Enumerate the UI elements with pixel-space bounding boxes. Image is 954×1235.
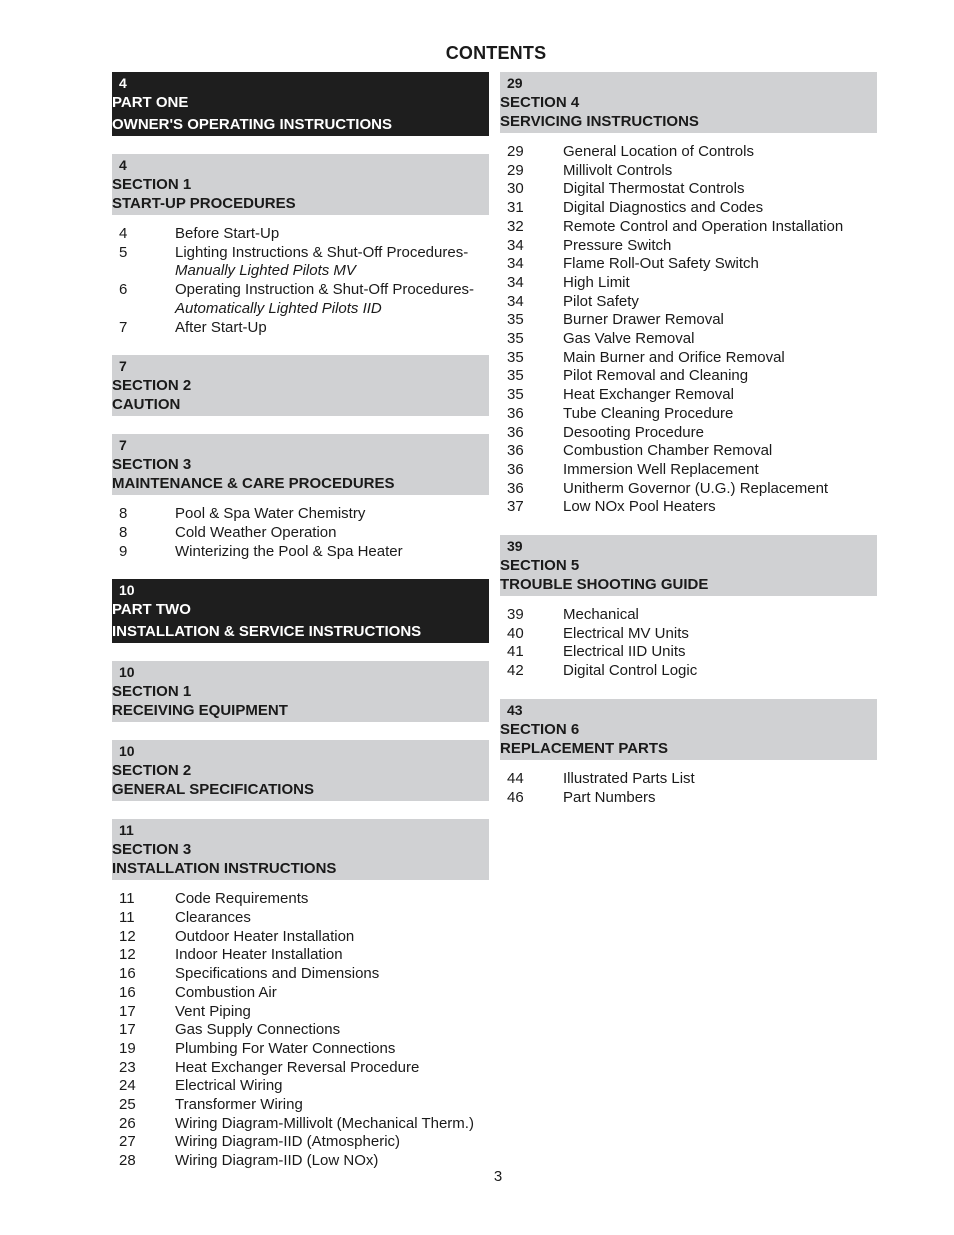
toc-entry[interactable]	[112, 909, 489, 928]
toc-item-list	[112, 505, 489, 561]
toc-entry[interactable]	[112, 984, 489, 1003]
toc-entry-title: Part Numbers	[563, 788, 656, 806]
toc-entry[interactable]	[500, 606, 877, 625]
header-lines	[112, 175, 489, 213]
toc-entry-page: 35	[507, 386, 524, 404]
toc-entry[interactable]	[500, 789, 877, 808]
toc-entry-page: 34	[507, 255, 524, 273]
toc-entry-title: After Start-Up	[175, 318, 267, 336]
toc-entry[interactable]	[112, 1021, 489, 1040]
header-lines	[500, 93, 877, 131]
section-header[interactable]	[112, 819, 489, 880]
toc-entry-title: Code Requirements	[175, 890, 309, 908]
toc-entry[interactable]	[500, 218, 877, 237]
toc-entry-title: Heat Exchanger Reversal Procedure	[175, 1058, 420, 1076]
toc-entry-page: 28	[119, 1152, 136, 1170]
toc-entry[interactable]	[500, 643, 877, 662]
toc-entry[interactable]	[500, 349, 877, 368]
page-number: 3	[493, 1168, 503, 1185]
toc-entry-page: 36	[507, 442, 524, 460]
toc-entry[interactable]	[500, 237, 877, 256]
toc-entry-page: 6	[119, 281, 128, 299]
toc-entry-page: 35	[507, 330, 524, 348]
toc-entry-page: 42	[507, 662, 524, 680]
toc-entry[interactable]	[112, 524, 489, 543]
toc-entry-title: Wiring Diagram-IID (Low NOx)	[175, 1152, 379, 1170]
toc-entry[interactable]	[500, 442, 877, 461]
toc-entry[interactable]	[500, 461, 877, 480]
toc-entry-title: Pool & Spa Water Chemistry	[175, 505, 366, 523]
header-label: SECTION 5	[500, 557, 580, 575]
toc-entry-page: 12	[119, 946, 136, 964]
page-title: CONTENTS	[445, 43, 547, 63]
header-label: SECTION 4	[500, 94, 580, 111]
toc-entry[interactable]	[112, 1133, 489, 1152]
toc-entry[interactable]	[500, 255, 877, 274]
toc-entry-page: 34	[507, 292, 524, 310]
toc-entry-title: Immersion Well Replacement	[563, 460, 759, 478]
toc-entry[interactable]	[112, 543, 489, 562]
toc-entry-title: Main Burner and Orifice Removal	[563, 348, 785, 366]
header-label: PART TWO	[112, 601, 191, 619]
toc-entry-title: Tube Cleaning Procedure	[563, 404, 734, 422]
header-lines	[112, 761, 489, 799]
toc-entry-title: Pressure Switch	[563, 236, 672, 254]
header-title: TROUBLE SHOOTING GUIDE	[500, 576, 709, 594]
toc-entry-title: Transformer Wiring	[175, 1096, 303, 1114]
toc-entry-page: 12	[119, 927, 136, 945]
header-label: SECTION 3	[112, 841, 192, 859]
toc-entry-title: Desooting Procedure	[563, 423, 704, 441]
toc-entry[interactable]	[500, 311, 877, 330]
toc-entry-title: High Limit	[563, 273, 630, 291]
toc-entry-title: Winterizing the Pool & Spa Heater	[175, 542, 403, 560]
section-header[interactable]	[112, 740, 489, 801]
toc-entry-title: Pilot Safety	[563, 292, 639, 310]
toc-entry[interactable]	[112, 244, 489, 281]
header-label: SECTION 1	[112, 683, 192, 701]
header-page-number: 10	[119, 664, 135, 681]
header-title: CAUTION	[112, 396, 181, 414]
header-page-number: 39	[507, 538, 523, 555]
toc-entry[interactable]	[112, 1115, 489, 1134]
section-header[interactable]	[500, 72, 877, 133]
toc-entry[interactable]	[112, 946, 489, 965]
toc-entry-page: 11	[119, 890, 135, 908]
toc-entry-page: 32	[507, 217, 524, 235]
header-title: RECEIVING EQUIPMENT	[112, 702, 288, 720]
toc-entry[interactable]	[500, 199, 877, 218]
toc-entry[interactable]	[500, 424, 877, 443]
header-lines	[500, 720, 877, 758]
section-header[interactable]	[112, 154, 489, 215]
toc-entry-page: 35	[507, 367, 524, 385]
toc-entry-page: 26	[119, 1114, 136, 1132]
toc-entry-subtitle: Automatically Lighted Pilots IID	[175, 299, 382, 317]
toc-entry-page: 5	[119, 243, 128, 261]
toc-right-column	[500, 72, 877, 825]
toc-entry-title: Millivolt Controls	[563, 161, 673, 179]
toc-entry-page: 40	[507, 624, 524, 642]
header-lines	[500, 556, 877, 594]
toc-entry-title: Digital Diagnostics and Codes	[563, 199, 764, 217]
header-title: MAINTENANCE & CARE PROCEDURES	[112, 475, 395, 493]
toc-entry-title: Lighting Instructions & Shut-Off Procedures-	[175, 243, 469, 261]
toc-entry-page: 8	[119, 505, 128, 523]
toc-entry-page: 35	[507, 348, 524, 366]
toc-entry-title: Burner Drawer Removal	[563, 311, 724, 329]
header-lines	[112, 682, 489, 720]
toc-entry[interactable]	[500, 143, 877, 162]
toc-entry-title: Heat Exchanger Removal	[563, 386, 734, 404]
toc-entry-title: Electrical MV Units	[563, 624, 689, 642]
toc-entry-page: 7	[119, 318, 128, 336]
header-label: SECTION 3	[112, 456, 192, 474]
section-header[interactable]	[112, 434, 489, 495]
header-title: START-UP PROCEDURES	[112, 195, 296, 212]
header-title: SERVICING INSTRUCTIONS	[500, 113, 699, 130]
header-page-number: 29	[507, 75, 523, 91]
toc-entry-page: 41	[507, 643, 524, 661]
section-header[interactable]	[112, 661, 489, 722]
toc-entry-title: Cold Weather Operation	[175, 523, 337, 541]
header-page-number: 4	[119, 157, 127, 173]
toc-entry[interactable]	[500, 274, 877, 293]
toc-entry[interactable]	[112, 319, 489, 338]
toc-entry-page: 27	[119, 1133, 136, 1151]
toc-entry[interactable]	[500, 662, 877, 681]
part-header[interactable]	[112, 579, 489, 643]
toc-entry-page: 36	[507, 404, 524, 422]
toc-entry-title: Outdoor Heater Installation	[175, 927, 355, 945]
section-header[interactable]	[112, 355, 489, 416]
header-label: SECTION 6	[500, 720, 580, 738]
toc-entry[interactable]	[112, 1003, 489, 1022]
header-label: SECTION 1	[112, 176, 192, 193]
header-label: PART ONE	[112, 94, 189, 111]
toc-entry[interactable]	[500, 770, 877, 789]
toc-entry-page: 9	[119, 542, 128, 560]
toc-entry[interactable]	[500, 367, 877, 386]
header-title: INSTALLATION & SERVICE INSTRUCTIONS	[112, 623, 422, 641]
toc-entry[interactable]	[112, 1040, 489, 1059]
toc-entry[interactable]	[500, 293, 877, 312]
header-title: INSTALLATION INSTRUCTIONS	[112, 860, 337, 878]
toc-entry-title: Flame Roll-Out Safety Switch	[563, 255, 759, 273]
toc-item-list	[500, 770, 877, 807]
header-title: OWNER'S OPERATING INSTRUCTIONS	[112, 116, 392, 133]
toc-entry[interactable]	[112, 928, 489, 947]
header-page-number: 4	[119, 75, 127, 91]
toc-entry-title: Pilot Removal and Cleaning	[563, 367, 749, 385]
header-lines	[112, 376, 489, 414]
toc-entry[interactable]	[112, 1096, 489, 1115]
toc-entry[interactable]	[500, 625, 877, 644]
toc-item-list	[500, 606, 877, 681]
toc-entry[interactable]	[500, 386, 877, 405]
toc-entry[interactable]	[500, 498, 877, 517]
toc-entry-page: 16	[119, 965, 136, 983]
toc-entry-title: Wiring Diagram-IID (Atmospheric)	[175, 1133, 401, 1151]
toc-entry-title: Gas Valve Removal	[563, 330, 695, 348]
header-page-number: 43	[507, 701, 523, 718]
toc-entry-page: 36	[507, 423, 524, 441]
toc-item-list	[112, 890, 489, 1171]
header-label: SECTION 2	[112, 377, 192, 395]
toc-entry-page: 17	[119, 1002, 136, 1020]
toc-entry-page: 25	[119, 1096, 136, 1114]
toc-entry-page: 29	[507, 161, 524, 179]
toc-entry-page: 31	[507, 199, 524, 217]
toc-entry-title: Electrical IID Units	[563, 643, 686, 661]
toc-entry-page: 17	[119, 1021, 136, 1039]
header-title: GENERAL SPECIFICATIONS	[112, 781, 314, 799]
toc-entry-page: 29	[507, 143, 524, 160]
toc-entry-title: Digital Control Logic	[563, 662, 698, 680]
toc-entry-page: 30	[507, 180, 524, 198]
toc-item-list	[112, 225, 489, 337]
toc-entry[interactable]	[500, 480, 877, 499]
toc-entry-title: Remote Control and Operation Installation	[563, 217, 844, 235]
section-header[interactable]	[500, 699, 877, 760]
header-page-number: 7	[119, 358, 127, 375]
toc-left-column	[112, 72, 489, 1189]
toc-entry-page: 11	[119, 909, 135, 927]
toc-entry-page: 36	[507, 479, 524, 497]
toc-entry-title: Electrical Wiring	[175, 1077, 283, 1095]
toc-entry-title: General Location of Controls	[563, 143, 754, 160]
toc-entry-title: Low NOx Pool Heaters	[563, 498, 716, 516]
toc-entry[interactable]	[112, 505, 489, 524]
section-header[interactable]	[500, 535, 877, 596]
header-lines	[112, 600, 489, 641]
toc-entry[interactable]	[500, 180, 877, 199]
toc-entry-title: Mechanical	[563, 606, 639, 624]
toc-entry[interactable]	[500, 405, 877, 424]
toc-entry-page: 36	[507, 460, 524, 478]
toc-entry[interactable]	[500, 162, 877, 181]
header-page-number: 11	[119, 822, 134, 839]
header-label: SECTION 2	[112, 762, 192, 780]
toc-entry-page: 37	[507, 498, 524, 516]
header-page-number: 10	[119, 743, 135, 760]
header-lines	[112, 840, 489, 878]
header-lines	[112, 455, 489, 493]
toc-entry-title: Plumbing For Water Connections	[175, 1039, 396, 1057]
toc-entry-title: Indoor Heater Installation	[175, 946, 343, 964]
toc-entry[interactable]	[112, 1059, 489, 1078]
part-header[interactable]	[112, 72, 489, 136]
toc-entry-title: Operating Instruction & Shut-Off Procedures-	[175, 281, 475, 299]
toc-entry-page: 8	[119, 523, 128, 541]
toc-entry-title: Clearances	[175, 909, 251, 927]
toc-entry-page: 23	[119, 1058, 136, 1076]
toc-entry-subtitle: Manually Lighted Pilots MV	[175, 262, 356, 280]
toc-entry-page: 24	[119, 1077, 136, 1095]
toc-entry-page: 44	[507, 769, 524, 787]
toc-entry-page: 4	[119, 225, 128, 242]
toc-entry-title: Combustion Chamber Removal	[563, 442, 773, 460]
toc-entry[interactable]	[112, 1077, 489, 1096]
toc-entry-title: Combustion Air	[175, 983, 277, 1001]
toc-entry[interactable]	[500, 330, 877, 349]
header-page-number: 10	[119, 582, 135, 599]
toc-entry-title: Before Start-Up	[175, 225, 280, 242]
toc-entry-page: 19	[119, 1039, 136, 1057]
header-title: REPLACEMENT PARTS	[500, 739, 669, 757]
toc-entry-title: Unitherm Governor (U.G.) Replacement	[563, 479, 829, 497]
toc-entry-title: Illustrated Parts List	[563, 769, 695, 787]
toc-entry[interactable]	[112, 965, 489, 984]
header-page-number: 7	[119, 437, 127, 454]
toc-entry[interactable]	[112, 890, 489, 909]
toc-item-list	[500, 143, 877, 517]
toc-entry-page: 34	[507, 273, 524, 291]
toc-entry-title: Wiring Diagram-Millivolt (Mechanical Therm.)	[175, 1114, 474, 1132]
toc-entry[interactable]	[112, 225, 489, 244]
toc-entry-page: 39	[507, 606, 524, 624]
toc-entry-title: Vent Piping	[175, 1002, 251, 1020]
header-lines	[112, 93, 489, 134]
toc-entry-title: Gas Supply Connections	[175, 1021, 341, 1039]
toc-entry-page: 34	[507, 236, 524, 254]
toc-entry-title: Digital Thermostat Controls	[563, 180, 745, 198]
toc-entry-title: Specifications and Dimensions	[175, 965, 380, 983]
toc-entry-page: 16	[119, 983, 136, 1001]
toc-entry-page: 35	[507, 311, 524, 329]
toc-entry[interactable]	[112, 281, 489, 318]
toc-entry-page: 46	[507, 788, 524, 806]
